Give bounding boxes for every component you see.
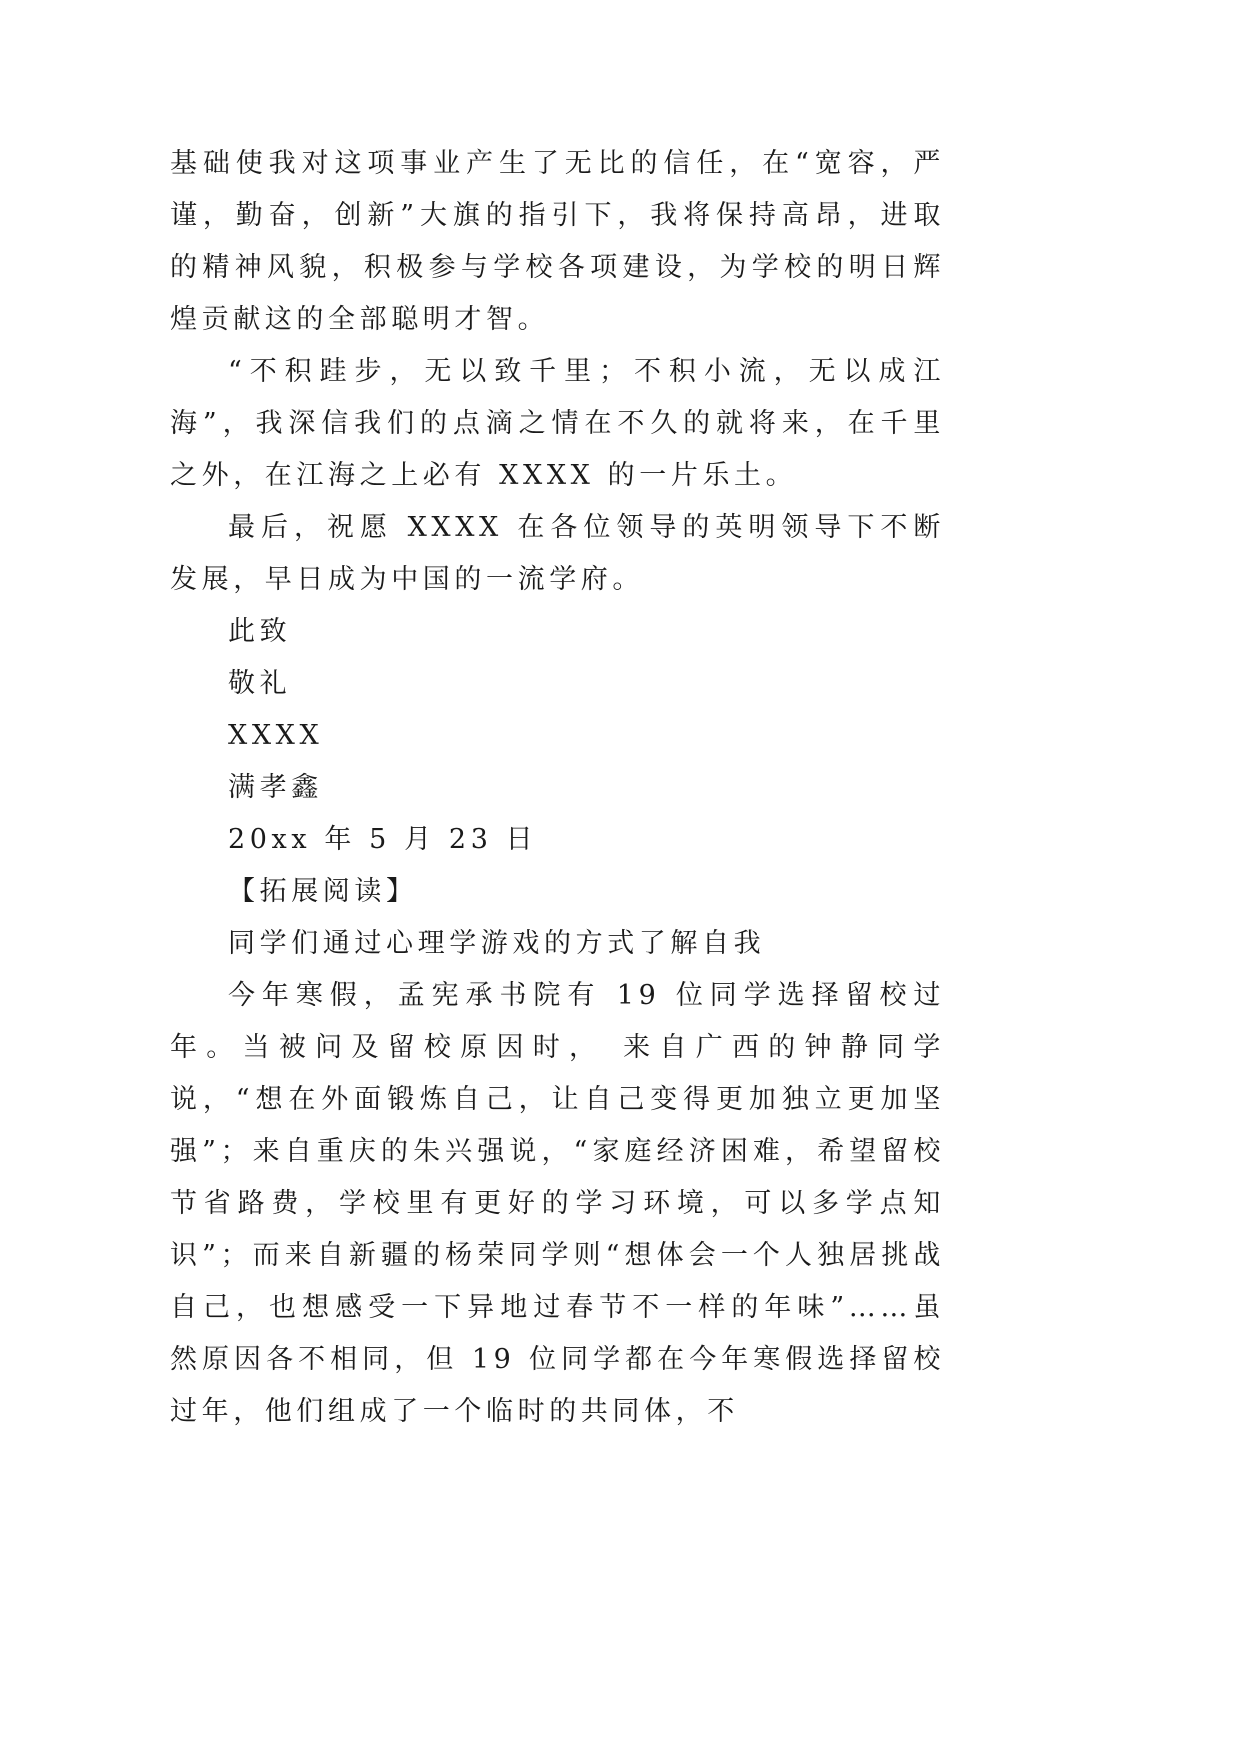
- closing-regards: 敬礼: [228, 668, 292, 699]
- signature-date: 20xx 年 5 月 23 日: [228, 824, 538, 855]
- paragraph-proverb: “不积跬步，无以致千里；不积小流，无以成江海”，我深信我们的点滴之情在不久的就将来，在千里之外，在江海之上必有 XXXX 的一片乐土。: [170, 356, 945, 491]
- paragraph-winter-break: 今年寒假，孟宪承书院有 19 位同学选择留校过年。当被问及留校原因时， 来自广西的钟静同学说，“想在外面锻炼自己，让自己变得更加独立更加坚强”；来自重庆的朱兴强说，“家庭经济困难，希望留校节省路费，学校里有更好的学习环境，可以多学点知识”；而来自新疆的杨荣同学则“想体会一个人独居挑战自己，也想感受一下异地过春节不一样的年味”……虽然原因各不相同，但 19 位同学都在今年寒假选择留校过年，他们组成了一个临时的共同体，不: [170, 980, 945, 1427]
- document-body: [170, 138, 945, 1438]
- paragraph-wishes: 最后，祝愿 XXXX 在各位领导的英明领导下不断发展，早日成为中国的一流学府。: [170, 512, 945, 595]
- closing-salutation: 此致: [228, 616, 292, 647]
- signature-organization: XXXX: [228, 720, 324, 751]
- signature-name: 满孝鑫: [228, 772, 323, 803]
- extended-reading-title: 同学们通过心理学游戏的方式了解自我: [228, 928, 766, 959]
- paragraph-gratitude-continued: 基础使我对这项事业产生了无比的信任，在“宽容，严谨，勤奋，创新”大旗的指引下，我将保持高昂，进取的精神风貌，积极参与学校各项建设，为学校的明日辉煌贡献这的全部聪明才智。: [170, 148, 945, 335]
- extended-reading-heading: 【拓展阅读】: [228, 876, 418, 907]
